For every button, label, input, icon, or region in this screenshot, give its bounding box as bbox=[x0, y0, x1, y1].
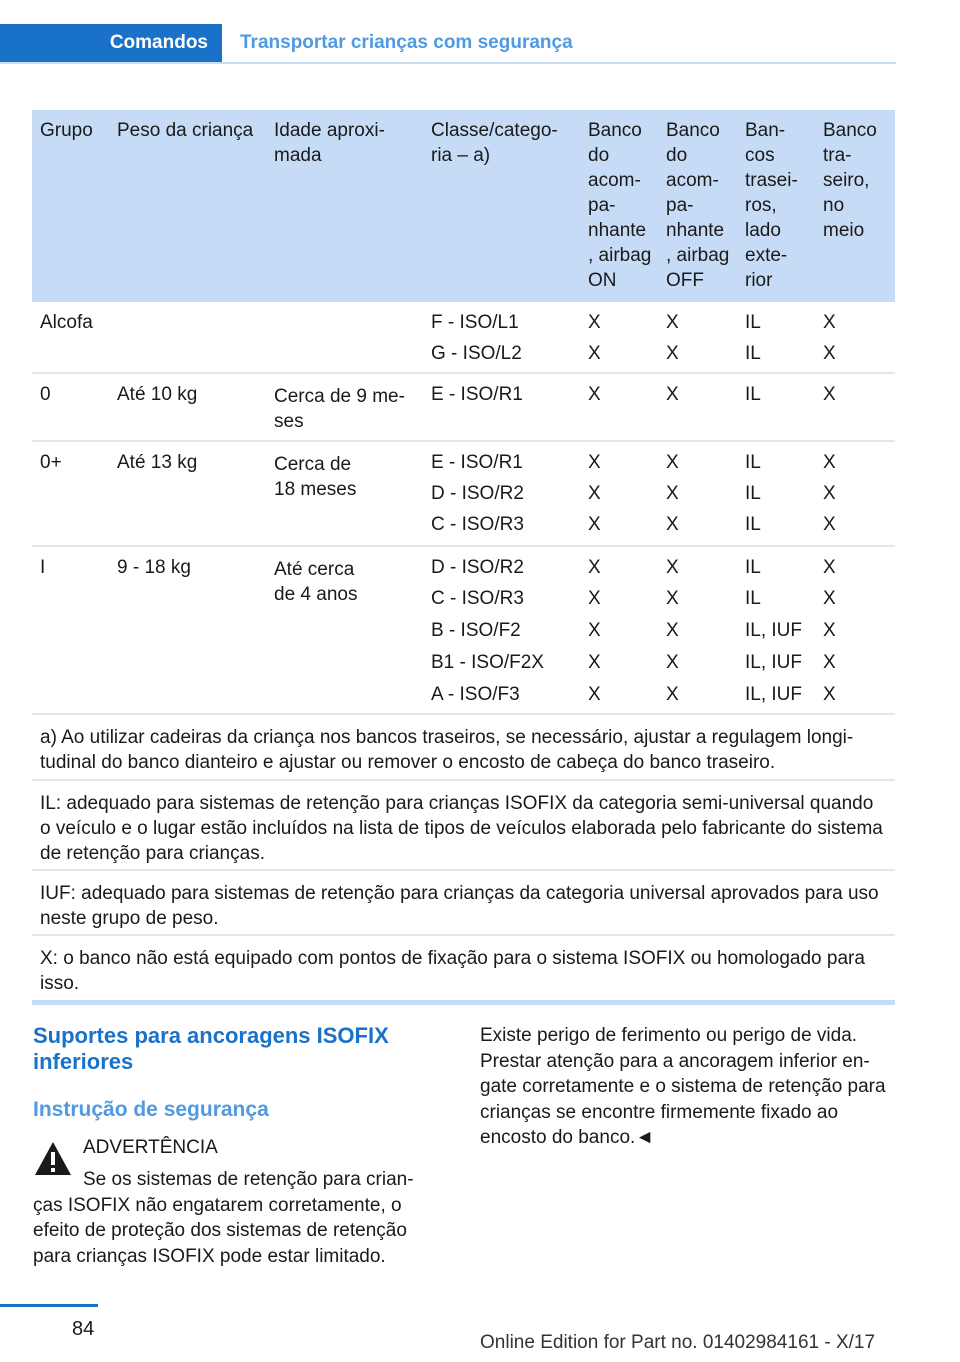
cell-value: X bbox=[823, 384, 836, 405]
cell-value: X bbox=[588, 684, 601, 705]
cell-classe: F - ISO/L1 bbox=[431, 312, 519, 333]
body-text: Existe perigo de ferimento ou perigo de vida. Prestar atenção para a ancoragem inferior en-gate corretamente e o sistema de retenção para crianças se encontre firmemente fixado ao encosto do banco.◄ bbox=[480, 1025, 886, 1148]
cell-idade: Cerca de 18 meses bbox=[274, 454, 357, 500]
cell-value: X bbox=[666, 588, 679, 609]
cell-value: X bbox=[666, 452, 679, 473]
cell-value: IL bbox=[745, 312, 761, 333]
cell-value: X bbox=[666, 384, 679, 405]
cell-value: X bbox=[666, 343, 679, 364]
cell-classe: C - ISO/R3 bbox=[431, 514, 524, 535]
table-header bbox=[32, 110, 895, 302]
cell-grupo: 0 bbox=[40, 384, 51, 405]
cell-value: X bbox=[823, 588, 836, 609]
cell-value: X bbox=[666, 312, 679, 333]
cell-value: X bbox=[666, 557, 679, 578]
cell-value: IL bbox=[745, 452, 761, 473]
header-banco-airbag-on: Banco do acom- pa- nhante , airbag ON bbox=[588, 120, 652, 291]
cell-value: IL, IUF bbox=[745, 684, 803, 705]
cell-value: X bbox=[588, 557, 601, 578]
cell-value: IL bbox=[745, 514, 761, 535]
cell-value: X bbox=[666, 483, 679, 504]
edition-text: Online Edition for Part no. 01402984161 - X/17 bbox=[480, 1332, 876, 1353]
cell-value: X bbox=[588, 312, 601, 333]
cell-value: IL bbox=[745, 557, 761, 578]
cell-classe: A - ISO/F3 bbox=[431, 684, 520, 705]
table-row bbox=[32, 442, 895, 547]
warning-title: ADVERTÊNCIA bbox=[83, 1137, 218, 1158]
cell-value: X bbox=[823, 684, 836, 705]
cell-value: X bbox=[588, 652, 601, 673]
cell-classe: E - ISO/R1 bbox=[431, 452, 523, 473]
cell-value: X bbox=[823, 483, 836, 504]
cell-value: IL bbox=[745, 588, 761, 609]
cell-value: X bbox=[588, 588, 601, 609]
header-idade: Idade aproxi- mada bbox=[274, 120, 385, 166]
cell-value: X bbox=[588, 620, 601, 641]
tab-comandos[interactable]: Comandos bbox=[0, 24, 222, 62]
header-peso: Peso da criança bbox=[117, 120, 254, 141]
cell-value: X bbox=[588, 384, 601, 405]
footnote-il: IL: adequado para sistemas de retenção para crianças ISOFIX da categoria semi-universal quando o veículo e o lugar estão incluídos na lista de tipos de veículos elaborada pelo fabricante do sistema de retenção para crianças. bbox=[32, 781, 895, 871]
cell-value: IL, IUF bbox=[745, 620, 803, 641]
cell-idade: Cerca de 9 me- ses bbox=[274, 386, 405, 432]
table-row bbox=[32, 302, 895, 374]
cell-value: X bbox=[588, 452, 601, 473]
cell-grupo: 0+ bbox=[40, 452, 62, 473]
header-grupo: Grupo bbox=[40, 120, 93, 141]
section-title: Suportes para ancoragens ISOFIX inferiores bbox=[33, 1023, 389, 1074]
cell-grupo: I bbox=[40, 557, 46, 578]
cell-value: X bbox=[666, 684, 679, 705]
warning-text: Se os sistemas de retenção para crian-ças ISOFIX não engatarem corretamente, o efeito de proteção dos sistemas de retenção para crianças ISOFIX pode estar limitado. bbox=[33, 1169, 414, 1267]
cell-peso: Até 13 kg bbox=[117, 452, 198, 473]
cell-value: IL bbox=[745, 483, 761, 504]
table-row bbox=[32, 374, 895, 442]
cell-classe: B1 - ISO/F2X bbox=[431, 652, 544, 673]
section-subtitle: Instrução de segurança bbox=[33, 1098, 269, 1121]
cell-value: X bbox=[588, 514, 601, 535]
cell-value: X bbox=[823, 514, 836, 535]
cell-idade: Até cerca de 4 anos bbox=[274, 559, 358, 605]
cell-value: IL, IUF bbox=[745, 652, 803, 673]
page-header bbox=[0, 24, 896, 64]
cell-classe: D - ISO/R2 bbox=[431, 557, 524, 578]
cell-peso: 9 - 18 kg bbox=[117, 557, 191, 578]
footnote-x: X: o banco não está equipado com pontos de fixação para o sistema ISOFIX ou homologado para isso. bbox=[32, 936, 895, 1005]
cell-value: X bbox=[823, 557, 836, 578]
cell-value: X bbox=[588, 483, 601, 504]
page-number: 84 bbox=[72, 1318, 95, 1340]
table-row bbox=[32, 547, 895, 715]
cell-classe: D - ISO/R2 bbox=[431, 483, 524, 504]
tab-transportar-criancas[interactable]: Transportar crianças com segurança bbox=[240, 32, 573, 53]
isofix-table bbox=[32, 110, 895, 1005]
cell-value: X bbox=[588, 343, 601, 364]
header-classe: Classe/catego- ria – a) bbox=[431, 120, 558, 166]
page-number-rule bbox=[0, 1304, 98, 1307]
cell-value: X bbox=[823, 452, 836, 473]
cell-value: IL bbox=[745, 384, 761, 405]
cell-value: X bbox=[823, 620, 836, 641]
cell-grupo: Alcofa bbox=[40, 312, 93, 333]
header-bancos-traseiros-exterior: Ban- cos trasei- ros, lado exte- rior bbox=[745, 120, 798, 291]
cell-peso: Até 10 kg bbox=[117, 384, 198, 405]
header-banco-traseiro-meio: Banco tra- seiro, no meio bbox=[823, 120, 877, 241]
cell-value: X bbox=[666, 652, 679, 673]
footnote-a: a) Ao utilizar cadeiras da criança nos bancos traseiros, se necessário, ajustar a regulagem longi-tudinal do banco dianteiro e ajustar ou remover o encosto de cabeça do banco traseiro. bbox=[32, 715, 895, 781]
cell-classe: E - ISO/R1 bbox=[431, 384, 523, 405]
cell-value: IL bbox=[745, 343, 761, 364]
cell-value: X bbox=[823, 312, 836, 333]
header-banco-airbag-off: Banco do acom- pa- nhante , airbag OFF bbox=[666, 120, 730, 291]
cell-value: X bbox=[666, 514, 679, 535]
cell-value: X bbox=[823, 343, 836, 364]
cell-value: X bbox=[666, 620, 679, 641]
cell-value: X bbox=[823, 652, 836, 673]
cell-classe: C - ISO/R3 bbox=[431, 588, 524, 609]
cell-classe: G - ISO/L2 bbox=[431, 343, 522, 364]
cell-classe: B - ISO/F2 bbox=[431, 620, 521, 641]
footnote-iuf: IUF: adequado para sistemas de retenção para crianças da categoria universal aprovados para uso neste grupo de peso. bbox=[32, 871, 895, 936]
